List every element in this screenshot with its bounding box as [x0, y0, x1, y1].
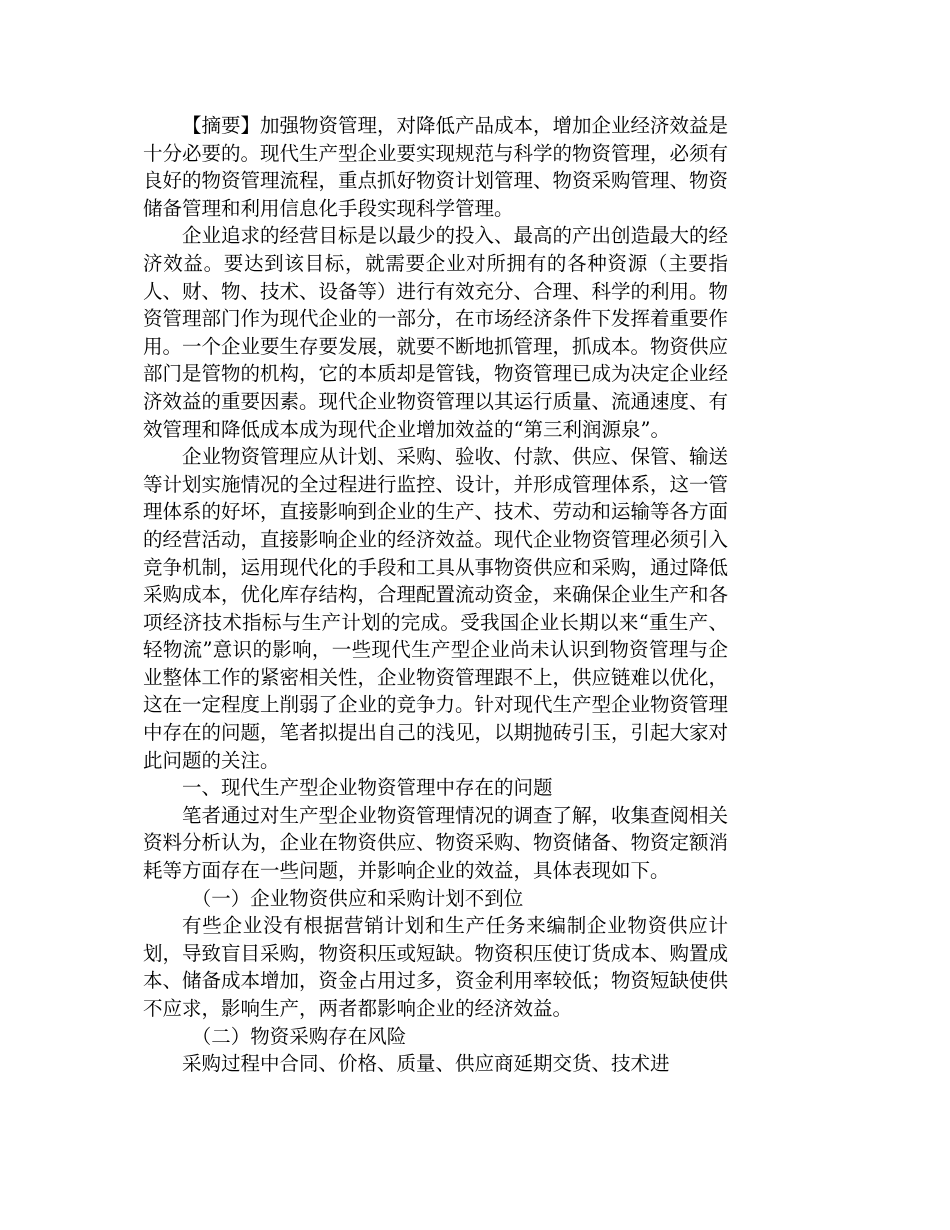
document-body	[143, 112, 728, 1078]
body-paragraph-5: 采购过程中合同、价格、质量、供应商延期交货、技术进	[182, 1052, 670, 1076]
subsection-heading-2: （二）物资采购存在风险	[191, 1024, 407, 1048]
section-heading-1: 一、现代生产型企业物资管理中存在的问题	[182, 776, 553, 800]
body-paragraph-4: 有些企业没有根据营销计划和生产任务来编制企业物资供应计划，导致盲目采购，物资积压或短缺。物资积压使订货成本、购置成本、储备成本增加，资金占用过多，资金利用率较低；物资短缺使供不应求，影响生产，两者都影响企业的经济效益。	[143, 914, 729, 1020]
body-paragraph-1: 企业追求的经营目标是以最少的投入、最高的产出创造最大的经济效益。要达到该目标，就需要企业对所拥有的各种资源（主要指人、财、物、技术、设备等）进行有效充分、合理、科学的利用。物资管理部门作为现代企业的一部分，在市场经济条件下发挥着重要作用。一个企业要生存要发展，就要不断地抓管理，抓成本。物资供应部门是管物的机构，它的本质却是管钱，物资管理已成为决定企业经济效益的重要因素。现代企业物资管理以其运行质量、流通速度、有效管理和降低成本成为现代企业增加效益的“第三利润源泉”。	[143, 224, 729, 441]
body-paragraph-3: 笔者通过对生产型企业物资管理情况的调查了解，收集查阅相关资料分析认为，企业在物资供应、物资采购、物资储备、物资定额消耗等方面存在一些问题，并影响企业的效益，具体表现如下。	[143, 803, 729, 883]
subsection-heading-1: （一）企业物资供应和采购计划不到位	[191, 886, 524, 910]
abstract-paragraph: 【摘要】加强物资管理，对降低产品成本，增加企业经济效益是十分必要的。现代生产型企业要实现规范与科学的物资管理，必须有良好的物资管理流程，重点抓好物资计划管理、物资采购管理、物资储备管理和利用信息化手段实现科学管理。	[143, 114, 729, 220]
body-paragraph-2: 企业物资管理应从计划、采购、验收、付款、供应、保管、输送等计划实施情况的全过程进行监控、设计，并形成管理体系，这一管理体系的好坏，直接影响到企业的生产、技术、劳动和运输等各方面的经营活动，直接影响企业的经济效益。现代企业物资管理必须引入竞争机制，运用现代化的手段和工具从事物资供应和采购，通过降低采购成本，优化库存结构，合理配置流动资金，来确保企业生产和各项经济技术指标与生产计划的完成。受我国企业长期以来“重生产、轻物流”意识的影响，一些现代生产型企业尚未认识到物资管理与企业整体工作的紧密相关性，企业物资管理跟不上，供应链难以优化，这在一定程度上削弱了企业的竞争力。针对现代生产型企业物资管理中存在的问题，笔者拟提出自己的浅见，以期抛砖引玉，引起大家对此问题的关注。	[143, 445, 729, 772]
